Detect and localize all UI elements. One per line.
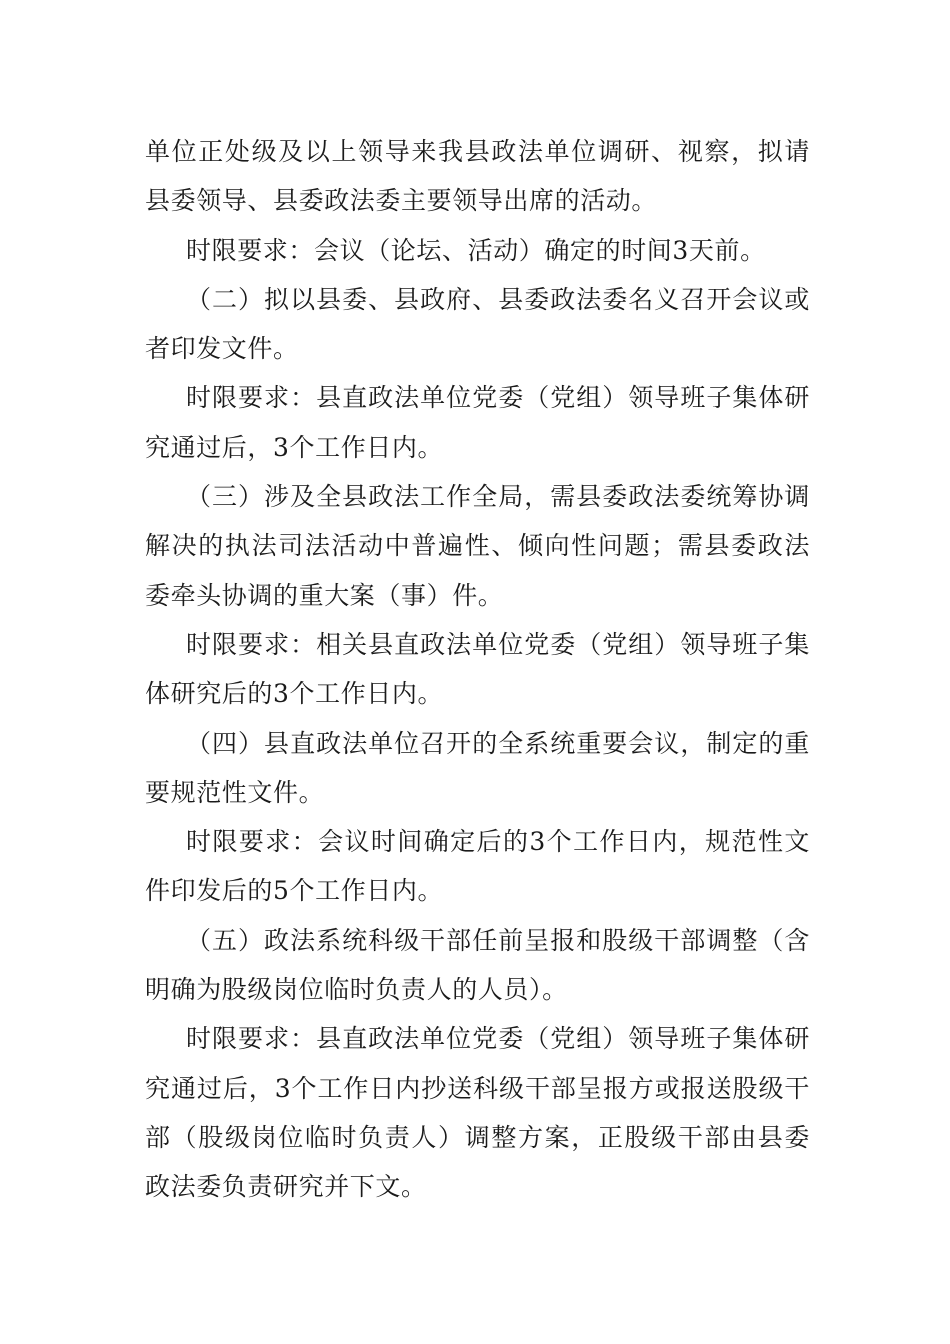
- paragraph: （二）拟以县委、县政府、县委政法委名义召开会议或者印发文件。: [145, 284, 810, 364]
- paragraph: （三）涉及全县政法工作全局，需县委政法委统筹协调解决的执法司法活动中普遍性、倾向性问题；需县委政法委牵头协调的重大案（事）件。: [145, 482, 810, 610]
- paragraph: 时限要求：县直政法单位党委（党组）领导班子集体研究通过后，3个工作日内。: [145, 383, 810, 462]
- paragraph: （四）县直政法单位召开的全系统重要会议，制定的重要规范性文件。: [145, 728, 810, 807]
- paragraph: 时限要求：相关县直政法单位党委（党组）领导班子集体研究后的3个工作日内。: [145, 629, 810, 709]
- paragraph: 时限要求：县直政法单位党委（党组）领导班子集体研究通过后，3个工作日内抄送科级干部呈报方或报送股级干部（股级岗位临时负责人）调整方案，正股级干部由县委政法委负责研究并下文。: [145, 1024, 810, 1202]
- paragraph: 单位正处级及以上领导来我县政法单位调研、视察，拟请县委领导、县委政法委主要领导出席的活动。: [145, 137, 810, 216]
- paragraph: 时限要求：会议（论坛、活动）确定的时间3天前。: [186, 235, 766, 265]
- paragraph: 时限要求：会议时间确定后的3个工作日内，规范性文件印发后的5个工作日内。: [145, 827, 810, 906]
- paragraph: （五）政法系统科级干部任前呈报和股级干部调整（含明确为股级岗位临时负责人的人员）。: [145, 925, 810, 1005]
- document-body: [145, 127, 810, 1212]
